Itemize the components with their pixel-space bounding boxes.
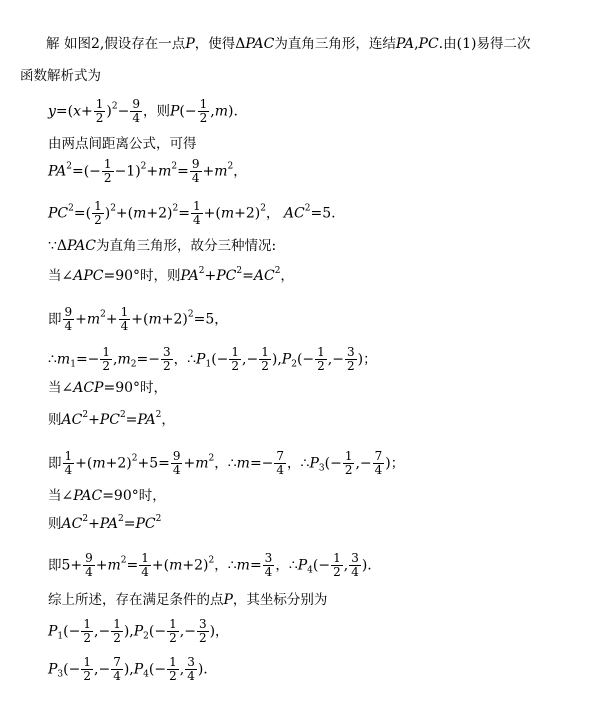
solution-line-2: 函数解析式为 — [20, 68, 101, 84]
solution-line-8: 当∠APC=90°时，则$PA^2+PC^2=AC^2$， — [48, 266, 294, 284]
solution-line-6: $PC^2=$( $\frac{1}{2}$ )$^2+(m+2)^2=$ $\frac{1}{4}$ $+(m+2)^2$， $AC^2=5$. — [48, 199, 336, 227]
solution-line-13: 即 $\frac{1}{4}$ $+(m+2)^2+5=$ $\frac{9}{4}$ $+m^2$，∴m=− $\frac{7}{4}$ ，$\therefore P_3(-$ $\frac{1}{2}$ ,− $\frac{7}{4}$ )； — [48, 449, 405, 477]
solution-line-9: 即 $\frac{9}{4}$ $+m^2+$ $\frac{1}{4}$ $+(m+2)^2=5$， — [48, 305, 228, 333]
solution-line-4: 由两点间距离公式，可得 — [48, 136, 197, 152]
solution-line-14: 当∠PAC=90°时， — [48, 488, 166, 504]
solution-line-5: $PA^2=(-$ $\frac{1}{2}$ $-1)^2+m^2=$ $\frac{9}{4}$ $+m^2$， — [48, 157, 247, 185]
solution-line-15: 则$AC^2+PA^2=PC^2$ — [48, 514, 162, 532]
solution-line-3: y=(x+ $\frac{1}{2}$ )$^2$− $\frac{9}{4}$ ，则P(− $\frac{1}{2}$ ,m). — [48, 97, 238, 125]
solution-line-11: 当∠ACP=90°时， — [48, 380, 168, 396]
solution-line-12: 则$AC^2+PC^2=PA^2$， — [48, 410, 175, 428]
solution-line-1: 解 如图2,假设存在一点P，使得ΔPAC为直角三角形，连结PA,PC.由(1)易得二次 — [46, 36, 531, 52]
solution-line-17: 综上所述，存在满足条件的点P，其坐标分别为 — [48, 592, 328, 608]
solution-line-18: $P_1(-$ $\frac{1}{2}$ ,− $\frac{1}{2}$ )$,P_2(-$ $\frac{1}{2}$ ,− $\frac{3}{2}$ )， — [48, 617, 229, 645]
solution-line-7: ∵ΔPAC为直角三角形，故分三种情况: — [48, 238, 277, 254]
solution-line-19: $P_3(-$ $\frac{1}{2}$ ,− $\frac{7}{4}$ )$,P_4(-$ $\frac{1}{2}$ , $\frac{3}{4}$ ). — [48, 655, 208, 683]
solution-line-10: $\therefore m_1=-$ $\frac{1}{2}$ $,m_2=-$ $\frac{3}{2}$ ，$\therefore P_1(-$ $\frac{1}{2}$ ,− $\frac{1}{2}$ )$,P_2(-$ $\frac{1}{2}$ ,− $\frac{3}{2}$ )； — [48, 345, 377, 373]
solution-line-16: 即5+ $\frac{9}{4}$ $+m^2=$ $\frac{1}{4}$ $+(m+2)^2$，∴m= $\frac{3}{4}$ ，$\therefore P_4(-$ $\frac{1}{2}$ , $\frac{3}{4}$ ). — [48, 551, 372, 579]
